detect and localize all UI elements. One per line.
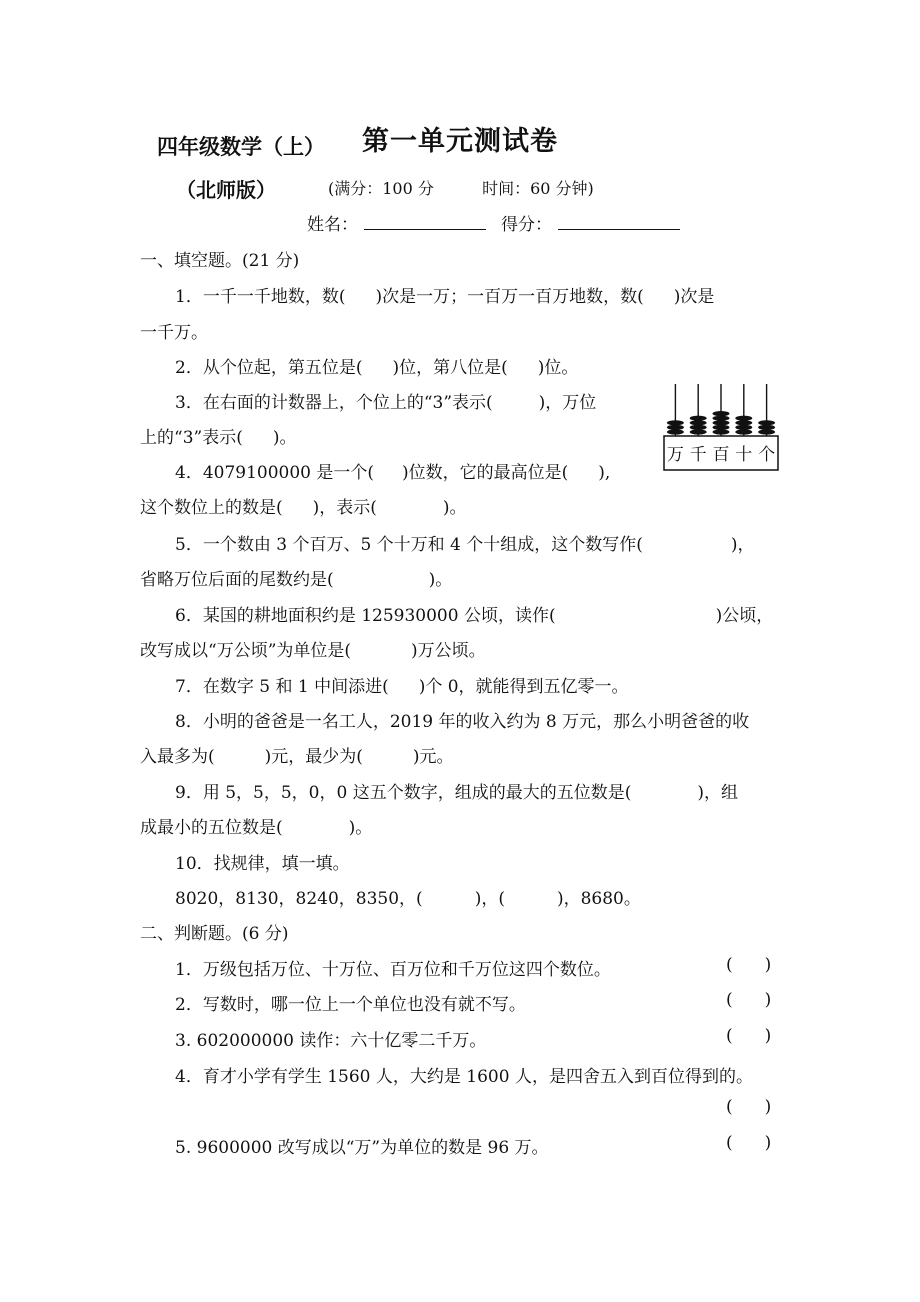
abacus-bead [735, 416, 752, 421]
q3-line2: 上的“3”表示( )。 [140, 428, 297, 448]
q9-line2: 成最小的五位数是( )。 [140, 818, 373, 838]
tf-q3-answer[interactable]: ( ) [726, 1026, 772, 1046]
abacus-bead [758, 420, 775, 425]
name-blank[interactable] [364, 215, 486, 230]
abacus-counter [662, 382, 780, 472]
tf-q5: 5. 9600000 改写成以“万”为单位的数是 96 万。 [175, 1138, 549, 1158]
q2: 2．从个位起，第五位是( )位，第八位是( )位。 [175, 358, 579, 378]
abacus-bead [690, 420, 707, 425]
abacus-bead [713, 420, 730, 425]
abacus-bead [690, 429, 707, 434]
abacus-bead [735, 425, 752, 430]
q6-line2: 改写成以“万公顷”为单位是( )万公顷。 [140, 641, 486, 661]
q6-line1: 6．某国的耕地面积约是 125930000 公顷，读作( )公顷， [175, 606, 774, 626]
q7: 7．在数字 5 和 1 中间添进( )个 0，就能得到五亿零一。 [175, 677, 629, 697]
abacus-column-label: 千 [689, 445, 707, 465]
abacus-column-label: 万 [666, 445, 684, 465]
abacus-bead [690, 416, 707, 421]
q3-line1: 3．在右面的计数器上，个位上的“3”表示( )，万位 [175, 393, 597, 413]
q10-line1: 10．找规律，填一填。 [175, 854, 350, 874]
section2-heading: 二、判断题。(6 分) [140, 924, 289, 944]
q5-line1: 5．一个数由 3 个百万、5 个十万和 4 个十组成，这个数写作( )， [175, 535, 755, 555]
tf-q4-answer[interactable]: ( ) [726, 1097, 772, 1117]
abacus-column-label: 十 [735, 445, 753, 465]
score-field[interactable] [501, 210, 680, 235]
q4-line2: 这个数位上的数是( )，表示( )。 [140, 498, 467, 518]
abacus-bead [758, 425, 775, 430]
name-field[interactable] [307, 210, 486, 235]
abacus-bead [713, 425, 730, 430]
q5-line2: 省略万位后面的尾数约是( )。 [140, 570, 453, 590]
score-blank[interactable] [558, 215, 680, 230]
abacus-bead [713, 429, 730, 434]
abacus-bead [667, 425, 684, 430]
exam-info [328, 176, 594, 199]
abacus-bead [735, 429, 752, 434]
abacus-column-label: 个 [758, 445, 776, 465]
score-label: 得分： [501, 215, 552, 235]
abacus-column-label: 百 [712, 445, 730, 465]
time-info: 时间：60 分钟) [482, 179, 594, 198]
abacus-bead [667, 429, 684, 434]
q8-line1: 8．小明的爸爸是一名工人，2019 年的收入约为 8 万元，那么小明爸爸的收 [175, 712, 750, 732]
q1-line2: 一千万。 [140, 323, 208, 343]
q10-line2: 8020，8130，8240，8350，( )，( )，8680。 [175, 889, 641, 909]
q8-line2: 入最多为( )元，最少为( )元。 [140, 747, 454, 767]
grade-label: 四年级数学（上） [157, 134, 325, 159]
tf-q3: 3. 602000000 读作：六十亿零二千万。 [175, 1031, 487, 1051]
name-label: 姓名： [307, 215, 358, 235]
tf-q2-answer[interactable]: ( ) [726, 990, 772, 1010]
q1-line1: 1．一千一千地数，数( )次是一万；一百万一百万地数，数( )次是 [175, 287, 715, 307]
section1-heading: 一、填空题。(21 分) [140, 251, 300, 271]
abacus-bead [758, 429, 775, 434]
tf-q5-answer[interactable]: ( ) [726, 1133, 772, 1153]
abacus-bead [735, 420, 752, 425]
tf-q4: 4．育才小学有学生 1560 人，大约是 1600 人，是四舍五入到百位得到的。 [175, 1067, 753, 1087]
tf-q1-answer[interactable]: ( ) [726, 955, 772, 975]
abacus-bead [667, 420, 684, 425]
q9-line1: 9．用 5，5，5，0，0 这五个数字，组成的最大的五位数是( )，组 [175, 783, 738, 803]
edition-label: （北师版） [176, 178, 276, 202]
score-info: (满分：100 分 [328, 179, 434, 198]
tf-q2: 2．写数时，哪一位上一个单位也没有就不写。 [175, 995, 526, 1015]
abacus-bead [713, 411, 730, 416]
abacus-bead [690, 425, 707, 430]
q4-line1: 4．4079100000 是一个( )位数，它的最高位是( ), [175, 463, 611, 483]
abacus-bead [713, 416, 730, 421]
tf-q1: 1．万级包括万位、十万位、百万位和千万位这四个数位。 [175, 960, 611, 980]
page-title: 第一单元测试卷 [362, 126, 558, 157]
